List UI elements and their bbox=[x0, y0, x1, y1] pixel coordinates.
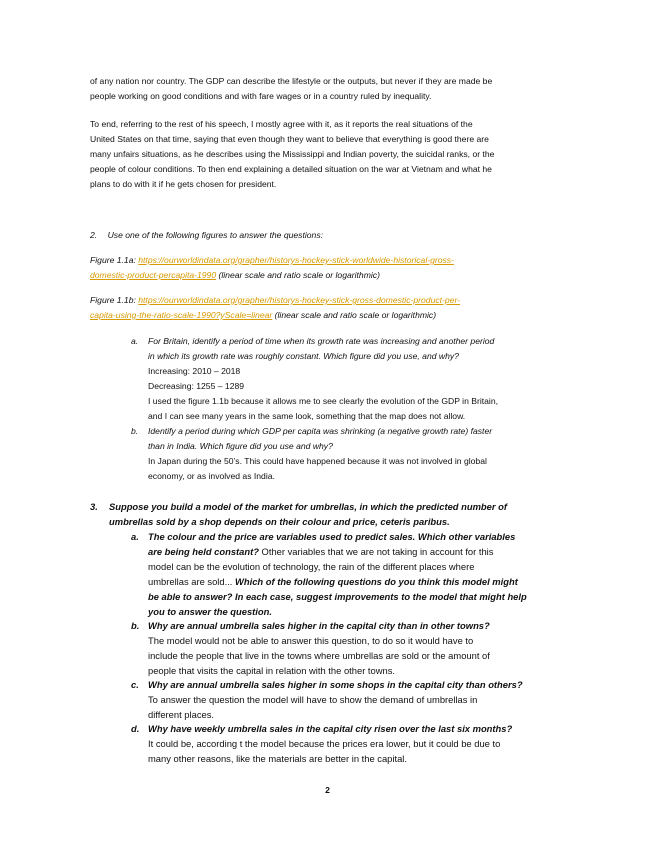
item-marker: b. bbox=[131, 426, 139, 436]
question-text: are being held constant? bbox=[148, 546, 259, 557]
question-line: Why are annual umbrella sales higher in some shops in the capital city than others? bbox=[148, 679, 523, 690]
question-line: Why have weekly umbrella sales in the capital city risen over the last six months? bbox=[148, 723, 513, 734]
paragraph-gdp bbox=[90, 74, 565, 104]
question-2b bbox=[131, 424, 571, 484]
text-line: people of colour conditions. To then end explaining a detailed situation on the war at Vietnam and what he bbox=[90, 164, 492, 174]
answer-line: different places. bbox=[148, 709, 215, 720]
answer-line: model can be the evolution of technology, the rain of the different places where bbox=[148, 561, 475, 572]
question-line: The colour and the price are variables used to predict sales. Which other variables bbox=[148, 531, 516, 542]
answer-line: In Japan during the 50’s. This could have happened because it was not involved in global bbox=[148, 456, 487, 466]
page-number: 2 bbox=[325, 785, 330, 795]
answer-line: many other reasons, like the materials are better in the capital. bbox=[148, 753, 407, 764]
question-line: you to answer the question. bbox=[148, 606, 272, 617]
item-marker: a. bbox=[131, 531, 139, 542]
figure-label: Figure 1.1a: bbox=[90, 255, 136, 265]
figure-note: (linear scale and ratio scale or logarithmic) bbox=[274, 310, 437, 320]
question-line: in which its growth rate was roughly constant. Which figure did you use, and why? bbox=[148, 351, 459, 361]
question-3c bbox=[131, 677, 571, 722]
text-line: To end, referring to the rest of his speech, I mostly agree with it, as it reports the real situations of the bbox=[90, 119, 473, 129]
text-line: many unfairs situations, as he describes using the Mississippi and Indian poverty, the suicidal ranks, or the bbox=[90, 149, 495, 159]
figure-1a-link[interactable]: https://ourworldindata.org/grapher/historys-hockey-stick-worldwide-historical-gross- bbox=[138, 255, 454, 265]
text-line: United States on that time, saying that even though they want to believe that everything is good there are bbox=[90, 134, 489, 144]
item-marker: d. bbox=[131, 723, 140, 734]
question-3a bbox=[131, 529, 571, 619]
question-number: 2. bbox=[90, 230, 98, 240]
text-line: of any nation nor country. The GDP can describe the lifestyle or the outputs, but never if they are made be bbox=[90, 76, 493, 86]
item-marker: c. bbox=[131, 679, 139, 690]
question-text: Which of the following questions do you think this model might bbox=[232, 576, 518, 587]
question-3-heading bbox=[90, 499, 570, 529]
question-line: umbrellas sold by a shop depends on their colour and price, ceteris paribus. bbox=[109, 516, 450, 527]
item-marker: a. bbox=[131, 336, 139, 346]
question-line: Suppose you build a model of the market for umbrellas, in which the predicted number of bbox=[109, 501, 507, 512]
answer-line: Decreasing: 1255 – 1289 bbox=[148, 381, 245, 391]
question-line: For Britain, identify a period of time when its growth rate was increasing and another period bbox=[148, 336, 495, 346]
question-3d bbox=[131, 721, 571, 766]
figure-note: (linear scale and ratio scale or logarithmic) bbox=[218, 270, 380, 280]
answer-line: Increasing: 2010 – 2018 bbox=[148, 366, 241, 376]
text-line: plans to do with it if he gets chosen for president. bbox=[90, 179, 277, 189]
answer-text: Other variables that we are not taking in account for this bbox=[258, 546, 494, 557]
question-2a bbox=[131, 334, 571, 424]
question-line: Why are annual umbrella sales higher in the capital city than in other towns? bbox=[148, 620, 490, 631]
item-marker: b. bbox=[131, 620, 140, 631]
answer-line: The model would not be able to answer this question, to do so it would have to bbox=[148, 635, 474, 646]
question-number: 3. bbox=[90, 501, 98, 512]
answer-line: To answer the question the model will have to show the demand of umbrellas in bbox=[148, 694, 478, 705]
question-text: Use one of the following figures to answer the questions: bbox=[107, 230, 324, 240]
answer-line: include the people that live in the towns where umbrellas are sold or the amount of bbox=[148, 650, 490, 661]
answer-line: and I can see many years in the same look, something that the map does not allow. bbox=[148, 411, 466, 421]
answer-line: It could be, according t the model because the prices era lower, but it could be due to bbox=[148, 738, 501, 749]
question-2-heading bbox=[90, 228, 565, 243]
figure-1a-link-cont[interactable]: domestic-product-percapita-1990 bbox=[90, 270, 217, 280]
paragraph-speech bbox=[90, 117, 565, 192]
question-line: than in India. Which figure did you use and why? bbox=[148, 441, 333, 451]
figure-label: Figure 1.1b: bbox=[90, 295, 136, 305]
question-line: Identify a period during which GDP per capita was shrinking (a negative growth rate) faster bbox=[148, 426, 493, 436]
figure-1b-reference bbox=[90, 293, 565, 323]
figure-1b-link-cont[interactable]: capita-using-the-ratio-scale-1990?yScale=linear bbox=[90, 310, 273, 320]
answer-line: economy, or as involved as India. bbox=[148, 471, 275, 481]
answer-line: people that visits the capital in relation with the other towns. bbox=[148, 665, 396, 676]
answer-line: I used the figure 1.1b because it allows me to see clearly the evolution of the GDP in Britain, bbox=[148, 396, 498, 406]
figure-1a-reference bbox=[90, 253, 565, 283]
answer-text: umbrellas are sold... bbox=[148, 576, 233, 587]
question-3b bbox=[131, 618, 571, 678]
text-line: people working on good conditions and with fare wages or in a country ruled by inequality. bbox=[90, 91, 432, 101]
question-line: be able to answer? In each case, suggest improvements to the model that might help bbox=[148, 591, 527, 602]
figure-1b-link[interactable]: https://ourworldindata.org/grapher/historys-hockey-stick-gross-domestic-product-per- bbox=[138, 295, 461, 305]
